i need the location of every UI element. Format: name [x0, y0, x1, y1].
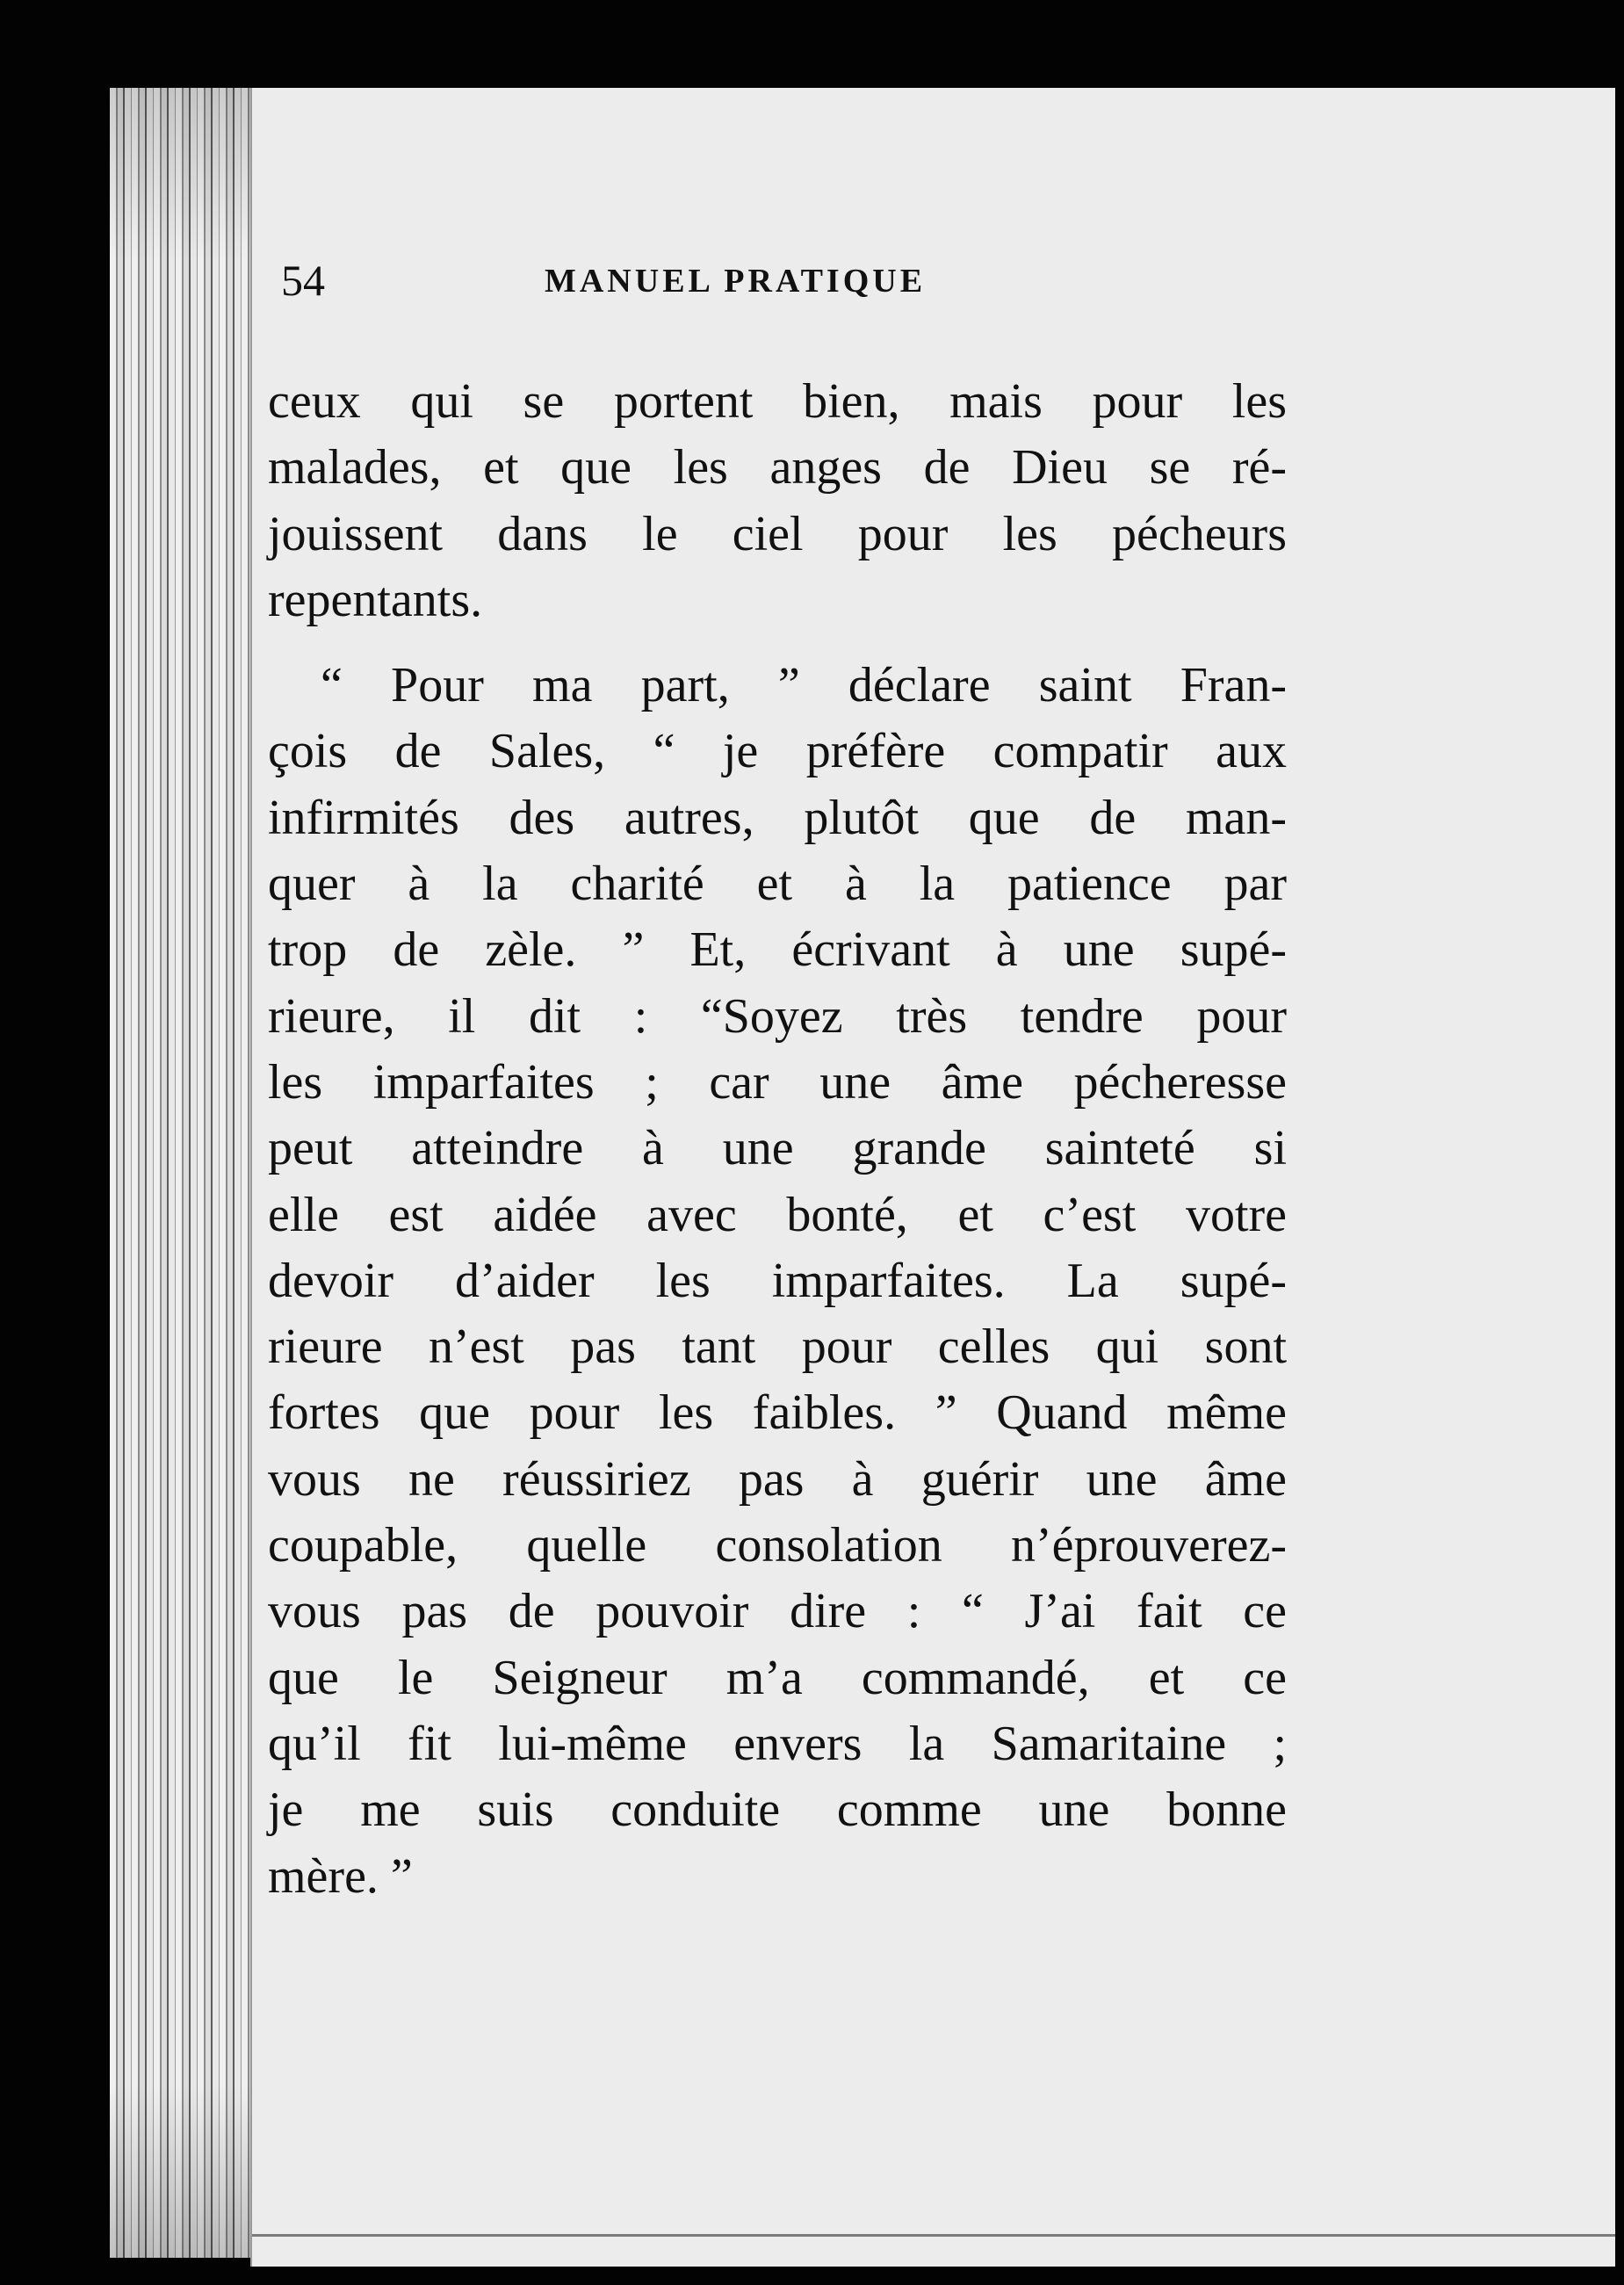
text-line: devoir d’aider les imparfaites. La supé-	[268, 1253, 1287, 1308]
page-number: 54	[281, 256, 325, 305]
text-line: peut atteindre à une grande sainteté si	[268, 1121, 1287, 1176]
text-line: quer à la charité et à la patience par	[268, 857, 1287, 912]
text-line: rieure n’est pas tant pour celles qui sont	[268, 1320, 1287, 1375]
text-body	[268, 369, 1287, 1910]
text-line: je me suis conduite comme une bonne	[268, 1782, 1287, 1838]
book-page-edges	[110, 88, 259, 2258]
paragraph-2	[268, 653, 1287, 1910]
text-line: rieure, il dit : “Soyez très tendre pour	[268, 988, 1287, 1044]
text-line: malades, et que les anges de Dieu se ré-	[268, 440, 1287, 495]
text-line: infirmités des autres, plutôt que de man-	[268, 790, 1287, 845]
text-line: vous ne réussiriez pas à guérir une âme	[268, 1451, 1287, 1507]
text-line: les imparfaites ; car une âme pécheresse	[268, 1054, 1287, 1110]
running-title: MANUEL PRATIQUE	[545, 263, 927, 300]
text-line: repentants.	[268, 572, 483, 627]
text-line: que le Seigneur m’a commandé, et ce	[268, 1650, 1287, 1705]
text-line: mère. ”	[268, 1848, 413, 1904]
text-line: coupable, quelle consolation n’éprouverez-	[268, 1518, 1287, 1573]
text-line: fortes que pour les faibles. ” Quand même	[268, 1385, 1287, 1441]
text-line: ceux qui se portent bien, mais pour les	[268, 374, 1287, 429]
page-header	[281, 255, 1370, 343]
text-line: trop de zèle. ” Et, écrivant à une supé-	[268, 922, 1287, 978]
text-line: “ Pour ma part, ” déclare saint Fran-	[321, 658, 1287, 713]
paragraph-1	[268, 369, 1287, 633]
text-line: qu’il fit lui-même envers la Samaritaine ;	[268, 1716, 1287, 1771]
text-line: elle est aidée avec bonté, et c’est votre	[268, 1187, 1287, 1242]
text-line: çois de Sales, “ je préfère compatir aux	[268, 724, 1287, 779]
paragraph-gap	[268, 633, 1287, 653]
text-line: jouissent dans le ciel pour les pécheurs	[268, 506, 1287, 561]
text-line: vous pas de pouvoir dire : “ J’ai fait ce	[268, 1584, 1287, 1639]
